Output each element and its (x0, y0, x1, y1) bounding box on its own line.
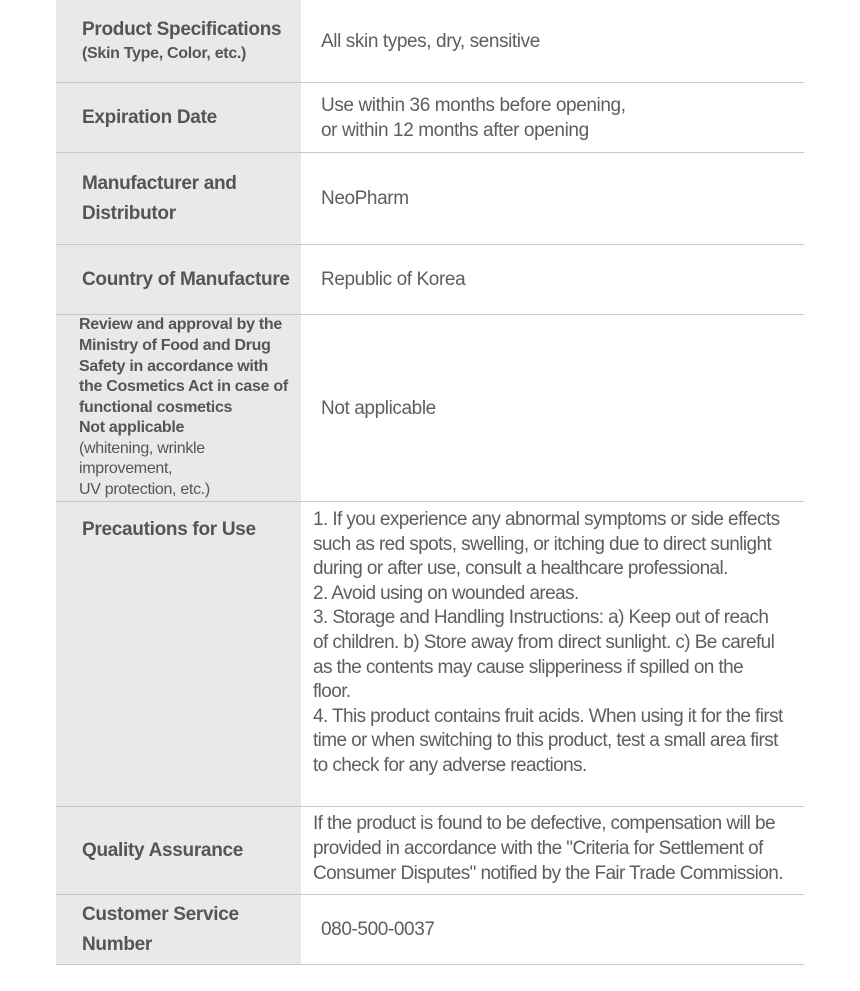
label-line: Distributor (82, 202, 176, 224)
label-line: Customer Service (82, 903, 239, 925)
value-line: Use within 36 months before opening, (321, 94, 626, 116)
value-cell (301, 895, 804, 964)
label-expiration-date: Expiration Date (82, 106, 217, 128)
label-product-specifications: Product Specifications (82, 19, 282, 40)
product-info-table (56, 0, 804, 965)
row-country-of-manufacture (56, 245, 804, 315)
value-line: 3. Storage and Handling Instructions: a) Keep out of reach (313, 607, 769, 629)
label-note-line: (whitening, wrinkle improvement, (79, 439, 205, 478)
label-cell (56, 245, 301, 314)
label-line: the Cosmetics Act in case of (79, 378, 288, 396)
label-note-line: UV protection, etc.) (79, 481, 210, 499)
value-cell (301, 315, 804, 501)
label-line: Safety in accordance with (79, 357, 269, 375)
label-line: Review and approval by the (79, 316, 282, 334)
label-cell (56, 153, 301, 244)
value-cell (301, 807, 804, 894)
value-line: 4. This product contains fruit acids. When using it for the first (313, 705, 783, 727)
row-manufacturer (56, 153, 804, 245)
label-cell (56, 807, 301, 894)
value-manufacturer: NeoPharm (321, 188, 409, 209)
label-subtitle: (Skin Type, Color, etc.) (82, 45, 247, 62)
customer-service-phone: 080-500-0037 (321, 919, 435, 940)
value-cell (301, 83, 804, 152)
label-cell (56, 502, 301, 806)
value-line: to check for any adverse reactions. (313, 754, 587, 776)
value-cell (301, 245, 804, 314)
value-cell (301, 502, 804, 806)
value-line: floor. (313, 681, 351, 703)
value-line: such as red spots, swelling, or itching due to direct sunlight (313, 533, 772, 555)
row-product-specifications (56, 0, 804, 83)
row-precautions-for-use (56, 502, 804, 807)
value-line: If the product is found to be defective, compensation will be (313, 813, 775, 834)
value-country-of-manufacture: Republic of Korea (321, 269, 466, 290)
value-line: provided in accordance with the "Criteria for Settlement of (313, 838, 763, 859)
label-line: functional cosmetics (79, 398, 233, 416)
label-precautions-for-use: Precautions for Use (82, 519, 256, 540)
value-cell (301, 0, 804, 82)
label-quality-assurance: Quality Assurance (82, 840, 244, 861)
value-functional-cosmetics-review: Not applicable (321, 397, 436, 419)
value-line: or within 12 months after opening (321, 119, 589, 141)
label-line: Number (82, 933, 152, 955)
value-line: time or when switching to this product, test a small area first (313, 730, 778, 752)
value-line: of children. b) Store away from direct sunlight. c) Be careful (313, 631, 775, 653)
value-cell (301, 153, 804, 244)
value-product-specifications: All skin types, dry, sensitive (321, 30, 540, 52)
value-line: 2. Avoid using on wounded areas. (313, 582, 579, 604)
value-line: 1. If you experience any abnormal symptoms or side effects (313, 509, 780, 530)
row-functional-cosmetics-review (56, 315, 804, 502)
value-line: as the contents may cause slipperiness if spilled on the (313, 656, 744, 678)
value-line: Consumer Disputes" notified by the Fair Trade Commission. (313, 863, 783, 884)
label-line: Ministry of Food and Drug (79, 336, 271, 354)
label-line: Manufacturer and (82, 172, 237, 194)
label-cell (56, 83, 301, 152)
label-cell (56, 315, 301, 501)
label-country-of-manufacture: Country of Manufacture (82, 268, 290, 290)
row-customer-service-number (56, 895, 804, 965)
label-cell (56, 895, 301, 964)
row-quality-assurance (56, 807, 804, 895)
row-expiration-date (56, 83, 804, 153)
value-line: during or after use, consult a healthcare professional. (313, 558, 728, 580)
label-cell (56, 0, 301, 82)
label-line: Not applicable (79, 419, 185, 437)
